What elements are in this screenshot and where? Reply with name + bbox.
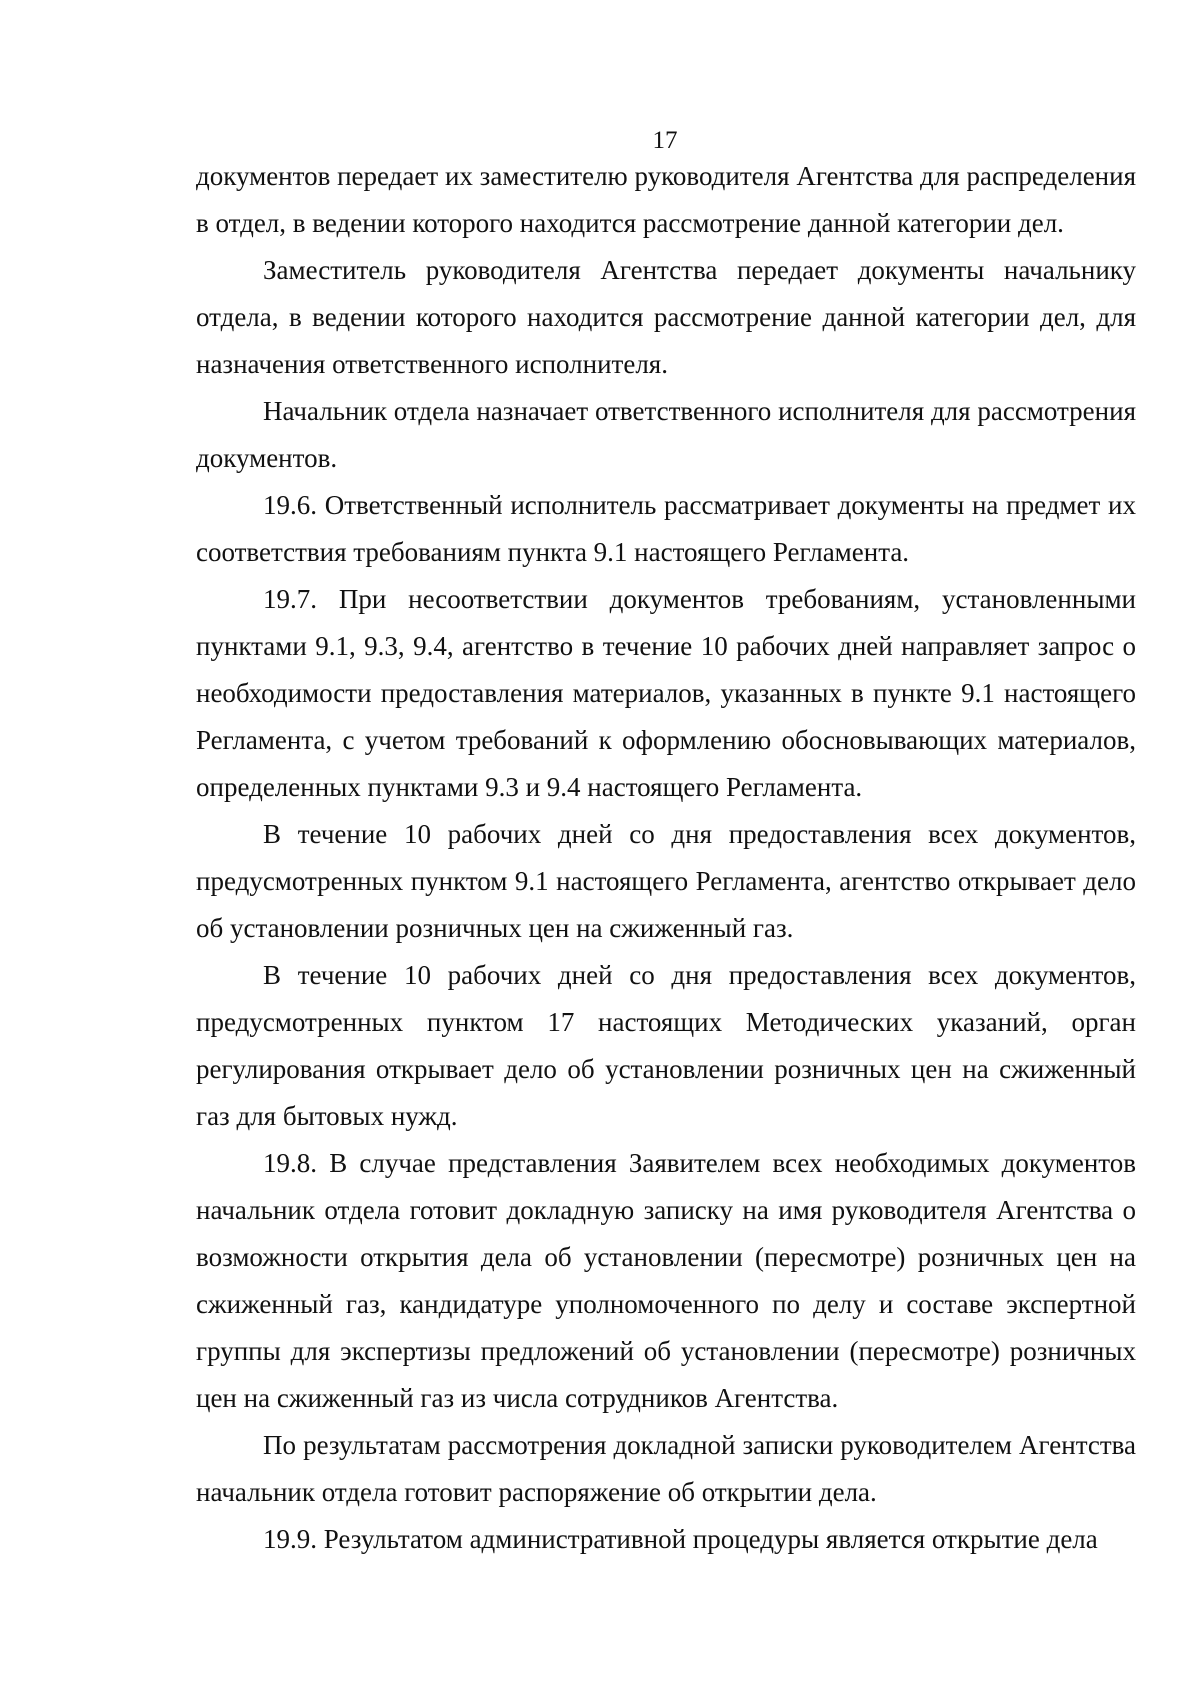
paragraph-case-opening-agency: В течение 10 рабочих дней со дня предоставления всех документов, предусмотренных пунктом 9.1 настоящего Регламента, агентство открывает дело об установлении розничных цен на сжиженный газ.: [196, 819, 1136, 943]
paragraph-19-9: 19.9. Результатом административной процедуры является открытие дела: [263, 1524, 1098, 1554]
paragraph-19-7: 19.7. При несоответствии документов требованиям, установленными пунктами 9.1, 9.3, 9.4, агентство в течение 10 рабочих дней направляет запрос о необходимости предоставления материалов, указанных в пункте 9.1 настоящего Регламента, с учетом требований к оформлению обосновывающих материалов, определенных пунктами 9.3 и 9.4 настоящего Регламента.: [196, 584, 1136, 802]
paragraph-19-8: 19.8. В случае представления Заявителем всех необходимых документов начальник отдела готовит докладную записку на имя руководителя Агентства о возможности открытия дела об установлении (пересмотре) розничных цен на сжиженный газ, кандидатуре уполномоченного по делу и составе экспертной группы для экспертизы предложений об установлении (пересмотре) розничных цен на сжиженный газ из числа сотрудников Агентства.: [196, 1148, 1136, 1413]
paragraph-19-6: 19.6. Ответственный исполнитель рассматривает документы на предмет их соответствия требованиям пункта 9.1 настоящего Регламента.: [196, 490, 1136, 567]
paragraph-deputy-transfer: Заместитель руководителя Агентства передает документы начальнику отдела, в ведении которого находится рассмотрение данной категории дел, для назначения ответственного исполнителя.: [196, 255, 1136, 379]
paragraph-head-assigns: Начальник отдела назначает ответственного исполнителя для рассмотрения документов.: [196, 396, 1136, 473]
page-number: 17: [652, 127, 678, 154]
paragraph-continuation: документов передает их заместителю руководителя Агентства для распределения в отдел, в ведении которого находится рассмотрение данной категории дел.: [196, 161, 1136, 238]
paragraph-case-opening-regulator: В течение 10 рабочих дней со дня предоставления всех документов, предусмотренных пунктом 17 настоящих Методических указаний, орган регулирования открывает дело об установлении розничных цен на сжиженный газ для бытовых нужд.: [196, 960, 1136, 1131]
document-body: [196, 153, 1136, 1563]
paragraph-order-prepared: По результатам рассмотрения докладной записки руководителем Агентства начальник отдела готовит распоряжение об открытии дела.: [196, 1430, 1136, 1507]
